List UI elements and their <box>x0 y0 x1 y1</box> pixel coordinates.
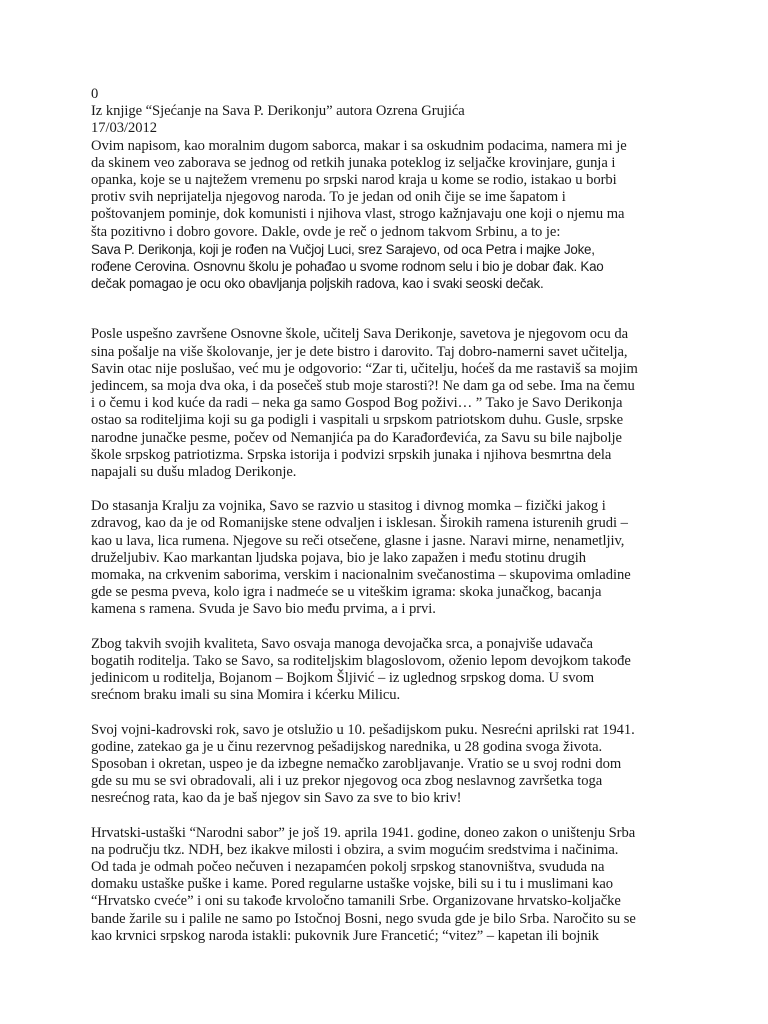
paragraph-line: kamena s ramena. Svuda je Savo bio među prvima, a i prvi. <box>91 601 436 618</box>
paragraph-line: jedinicom u roditelja, Bojanom – Bojkom Šljivić – iz uglednog srpskog doma. U svom <box>91 670 594 687</box>
paragraph-line: i o čemu i kod kuće da radi – neka ga samo Gospod Bog poživi… ” Tako je Savo Derikonja <box>91 395 623 412</box>
page-number: 0 <box>91 86 99 102</box>
paragraph-line: Od tada je odmah počeo nečuven i nezapamćen pokolj srpskog stanovništva, svududa na <box>91 858 605 875</box>
paragraph-marriage <box>91 636 687 705</box>
paragraph-line: Ovim napisom, kao moralnim dugom saborca, makar i sa oskudnim podacima, namera mi je <box>91 137 627 154</box>
paragraph-line: sina pošalje na više školovanje, jer je dete bistro i darovito. Taj dobro-namerni savet učitelja, <box>91 343 628 360</box>
paragraph-line: nesrećnog rata, kao da je baš njegov sin Savo za sve to bio kriv! <box>91 790 462 807</box>
paragraph-line: bande žarile su i palile ne samo po Istočnoj Bosni, nego svuda gde je bilo Srba. Naročito su se <box>91 910 636 927</box>
paragraph-line: opanka, koje se u najtežem vremenu po srpski narod kraja u kome se rodio, istakao u borbi <box>91 172 617 189</box>
paragraph-line: kao krvnici srpskog naroda istakli: pukovnik Jure Francetić; “vitez” – kapetan ili bojnik <box>91 927 599 944</box>
paragraph-spacer <box>91 481 687 498</box>
paragraph-line: zdravog, kao da je od Romanijske stene odvaljen i isklesan. Širokih ramena isturenih grudi – <box>91 515 628 532</box>
paragraph-line: ostao sa roditeljima koji su ga podigli i vaspitali u srpskom patriotskom duhu. Gusle, srpske <box>91 412 624 429</box>
paragraph-line: napajali su dušu mladog Derikonje. <box>91 464 297 481</box>
paragraph-spacer <box>91 808 687 825</box>
paragraph-line: bogatih roditelja. Tako se Savo, sa roditeljskim blagoslovom, oženio lepom devojkom takođe <box>91 652 631 669</box>
paragraph-line: gde se pesma pveva, kolo igra i nadmeće se u viteškim igrama: skoka junačkog, bacanja <box>91 584 602 601</box>
paragraph-line: narodne junačke pesme, počev od Nemanjića pa do Karađorđevića, za Savu su bile najbolje <box>91 429 622 446</box>
paragraph-line: škole srpskog patriotizma. Srpska istorija i podvizi srpskih junaka i njihova besmrtna dela <box>91 446 612 463</box>
paragraph-line: druželjubiv. Kao markantan ljudska pojava, bio je lako zapažen i među stotinu drugih <box>91 549 586 566</box>
paragraph-line: gde su mu se svi obradovali, ali i uz prekor njegovog oca zbog neslavnog završetka toga <box>91 773 603 790</box>
paragraph-line: Zbog takvih svojih kvaliteta, Savo osvaja manoga devojačka srca, a ponajviše udavača <box>91 635 593 652</box>
paragraph-line: godine, zatekao ga je u činu rezervnog pešadijskog narednika, u 28 godina svoga života. <box>91 738 603 755</box>
paragraph-line: Sposoban i okretan, uspeo je da izbegne nemačko zarobljavanje. Vratio se u svoj rodni dom <box>91 755 622 772</box>
paragraph-ustasha <box>91 825 687 945</box>
paragraph-line: momaka, na crkvenim saborima, verskim i nacionalnim svečanostima – skupovima omladine <box>91 567 631 584</box>
paragraph-line: Svoj vojni-kadrovski rok, savo je otslužio u 10. pešadijskom puku. Nesrećni aprilski rat 1941. <box>91 721 635 738</box>
paragraph-line: rođene Cerovina. Osnovnu školu je pohađao u svome rodnom selu i bio je dobar đak. Kao <box>91 259 604 275</box>
paragraph-birth <box>91 241 687 293</box>
paragraph-spacer <box>91 292 687 326</box>
paragraph-military <box>91 722 687 808</box>
paragraph-line: Do stasanja Kralju za vojnika, Savo se razvio u stasitog i divnog momka – fizički jakog i <box>91 498 606 515</box>
paragraph-youth <box>91 498 687 618</box>
paragraph-line: da skinem veo zaborava se jednog od retkih junaka poteklog iz seljačke krovinjare, gunja i <box>91 154 616 171</box>
paragraph-line: Posle uspešno završene Osnovne škole, učitelj Sava Derikonje, savetova je njegovom ocu da <box>91 326 629 343</box>
paragraph-line: Savin otac nije poslušao, već mu je odgovorio: “Zar ti, učitelju, hoćeš da me rastaviš sa mojim <box>91 360 638 377</box>
paragraph-line: kao u lava, lica rumena. Njegove su reči otsečene, glasne i jasne. Naravi mirne, nenametljiv, <box>91 532 625 549</box>
paragraph-line: domaku ustaške puške i kame. Pored regularne ustaške vojske, bili su i tu i muslimani kao <box>91 876 614 893</box>
paragraph-line: protiv svih neprijatelja njegovog naroda. To je jedan od onih čije se ime šapatom i <box>91 189 566 206</box>
paragraph-line: Sava P. Derikonja, koji je rođen na Vučjoj Luci, srez Sarajevo, od oca Petra i majke Joke, <box>91 241 595 257</box>
paragraph-school <box>91 326 687 481</box>
paragraph-line: poštovanjem pominje, dok komunisti i njihova vlast, strogo kažnjavaju one koji o njemu ma <box>91 206 625 223</box>
paragraph-line: dečak pomagao je ocu oko obavljanja poljskih radova, kao i svaki seoski dečak. <box>91 276 544 292</box>
paragraph-line: jedincem, sa moja dva oka, i da posečeš stub moje starosti?! Ne dam ga od sebe. Ima na čemu <box>91 378 635 395</box>
paragraph-line: “Hrvatsko cveće” i oni su takođe krvoločno tamanili Srbe. Organizovane hrvatsko-koljačke <box>91 893 621 910</box>
document-page <box>91 86 687 945</box>
paragraph-spacer <box>91 619 687 636</box>
paragraph-line: srećnom braku imali su sina Momira i kćerku Milicu. <box>91 687 401 704</box>
paragraph-intro <box>91 138 687 241</box>
paragraph-line: šta pozitivno i dobro govore. Dakle, ovde je reč o jednom takvom Srbinu, a to je: <box>91 223 561 240</box>
paragraph-line: Hrvatski-ustaški “Narodni sabor” je još 19. aprila 1941. godine, doneo zakon o uništenju Srba <box>91 824 636 841</box>
paragraph-line: na području tkz. NDH, bez ikakve milosti i obzira, a svim mogućim sredstvima i načinima. <box>91 841 619 858</box>
source-line: Iz knjige “Sjećanje na Sava P. Derikonju” autora Ozrena Grujića <box>91 103 465 120</box>
paragraph-spacer <box>91 705 687 722</box>
document-date: 17/03/2012 <box>91 120 157 137</box>
